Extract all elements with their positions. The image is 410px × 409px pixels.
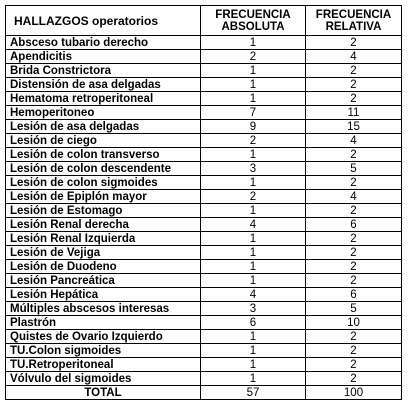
- row-frecuencia-absoluta: 7: [201, 106, 306, 120]
- table-row: [6, 162, 402, 176]
- row-hallazgo: TU.Colon sigmoides: [6, 344, 201, 358]
- row-hallazgo: Plastrón: [6, 316, 201, 330]
- row-frecuencia-relativa: 11: [306, 106, 402, 120]
- row-hallazgo: Lesión Hepática: [6, 288, 201, 302]
- row-frecuencia-relativa: 6: [306, 288, 402, 302]
- row-frecuencia-relativa: 4: [306, 134, 402, 148]
- row-frecuencia-relativa: 2: [306, 274, 402, 288]
- row-hallazgo: Lesión Pancreática: [6, 274, 201, 288]
- row-frecuencia-absoluta: 3: [201, 302, 306, 316]
- row-frecuencia-relativa: 2: [306, 358, 402, 372]
- row-hallazgo: Múltiples abscesos interesas: [6, 302, 201, 316]
- row-frecuencia-relativa: 5: [306, 162, 402, 176]
- row-hallazgo: Hemoperitoneo: [6, 106, 201, 120]
- row-hallazgo: Lesión de Vejiga: [6, 246, 201, 260]
- table-row: [6, 176, 402, 190]
- row-frecuencia-absoluta: 2: [201, 134, 306, 148]
- row-hallazgo: TU.Retroperitoneal: [6, 358, 201, 372]
- table-row: [6, 302, 402, 316]
- row-hallazgo: Brida Constrictora: [6, 64, 201, 78]
- row-frecuencia-relativa: 4: [306, 190, 402, 204]
- row-hallazgo: Lesión de ciego: [6, 134, 201, 148]
- row-frecuencia-absoluta: 1: [201, 36, 306, 50]
- row-frecuencia-relativa: 2: [306, 246, 402, 260]
- row-frecuencia-absoluta: 1: [201, 64, 306, 78]
- table-row: [6, 36, 402, 50]
- row-frecuencia-relativa: 10: [306, 316, 402, 330]
- table-row: [6, 134, 402, 148]
- row-frecuencia-absoluta: 1: [201, 232, 306, 246]
- row-hallazgo: Hematoma retroperitoneal: [6, 92, 201, 106]
- row-frecuencia-absoluta: 3: [201, 162, 306, 176]
- table-row: [6, 218, 402, 232]
- row-frecuencia-relativa: 2: [306, 344, 402, 358]
- row-frecuencia-relativa: 2: [306, 372, 402, 386]
- table-row: [6, 288, 402, 302]
- row-frecuencia-relativa: 5: [306, 302, 402, 316]
- row-hallazgo: Lesión de Estomago: [6, 204, 201, 218]
- table-row: [6, 64, 402, 78]
- table-row: [6, 246, 402, 260]
- row-hallazgo: Lesión de Duodeno: [6, 260, 201, 274]
- header-frecuencia-relativa: FRECUENCIA RELATIVA: [306, 6, 402, 36]
- row-frecuencia-relativa: 2: [306, 330, 402, 344]
- row-frecuencia-relativa: 2: [306, 64, 402, 78]
- row-frecuencia-absoluta: 1: [201, 330, 306, 344]
- row-hallazgo: Lesión de colon sigmoides: [6, 176, 201, 190]
- row-frecuencia-relativa: 2: [306, 36, 402, 50]
- table-row: [6, 78, 402, 92]
- table-row: [6, 330, 402, 344]
- table-row: [6, 316, 402, 330]
- row-frecuencia-relativa: 4: [306, 50, 402, 64]
- row-frecuencia-absoluta: 1: [201, 372, 306, 386]
- row-frecuencia-absoluta: 4: [201, 218, 306, 232]
- table-row: [6, 260, 402, 274]
- table-row: [6, 120, 402, 134]
- table-row: [6, 274, 402, 288]
- row-hallazgo: Lesión de colon descendente: [6, 162, 201, 176]
- row-frecuencia-absoluta: 1: [201, 274, 306, 288]
- row-hallazgo: Lesión de colon transverso: [6, 148, 201, 162]
- table-row: [6, 190, 402, 204]
- header-frecuencia-absoluta: FRECUENCIA ABSOLUTA: [201, 6, 306, 36]
- row-frecuencia-absoluta: 1: [201, 246, 306, 260]
- total-absoluta: 57: [201, 386, 306, 400]
- row-frecuencia-absoluta: 1: [201, 176, 306, 190]
- row-hallazgo: Lesión de asa delgadas: [6, 120, 201, 134]
- row-frecuencia-absoluta: 6: [201, 316, 306, 330]
- row-hallazgo: Lesión de Epiplón mayor: [6, 190, 201, 204]
- table-row: [6, 92, 402, 106]
- table-row: [6, 372, 402, 386]
- table-row: [6, 148, 402, 162]
- row-frecuencia-absoluta: 1: [201, 148, 306, 162]
- row-frecuencia-absoluta: 1: [201, 344, 306, 358]
- row-frecuencia-absoluta: 2: [201, 50, 306, 64]
- row-hallazgo: Absceso tubario derecho: [6, 36, 201, 50]
- table-row: [6, 344, 402, 358]
- table-row: [6, 50, 402, 64]
- table-row: [6, 358, 402, 372]
- hallazgos-table: [5, 5, 402, 400]
- row-frecuencia-absoluta: 9: [201, 120, 306, 134]
- header-row: [6, 6, 402, 36]
- total-relativa: 100: [306, 386, 402, 400]
- row-frecuencia-relativa: 2: [306, 260, 402, 274]
- row-frecuencia-relativa: 2: [306, 148, 402, 162]
- table-body: [6, 36, 402, 386]
- row-frecuencia-relativa: 6: [306, 218, 402, 232]
- row-frecuencia-relativa: 2: [306, 204, 402, 218]
- row-frecuencia-absoluta: 1: [201, 260, 306, 274]
- row-frecuencia-absoluta: 1: [201, 92, 306, 106]
- row-frecuencia-relativa: 2: [306, 176, 402, 190]
- row-frecuencia-absoluta: 1: [201, 204, 306, 218]
- row-hallazgo: Lesión Renal Izquierda: [6, 232, 201, 246]
- row-hallazgo: Apendicitis: [6, 50, 201, 64]
- total-label: TOTAL: [6, 386, 201, 400]
- header-hallazgos: HALLAZGOS operatorios: [6, 6, 201, 36]
- row-frecuencia-absoluta: 4: [201, 288, 306, 302]
- row-hallazgo: Vólvulo del sigmoides: [6, 372, 201, 386]
- row-frecuencia-relativa: 2: [306, 78, 402, 92]
- row-frecuencia-absoluta: 2: [201, 190, 306, 204]
- row-frecuencia-relativa: 2: [306, 232, 402, 246]
- table-row: [6, 204, 402, 218]
- row-hallazgo: Lesión Renal derecha: [6, 218, 201, 232]
- total-row: [6, 386, 402, 400]
- table-row: [6, 106, 402, 120]
- table-container: [5, 5, 402, 400]
- row-frecuencia-absoluta: 1: [201, 358, 306, 372]
- row-hallazgo: Quistes de Ovario Izquierdo: [6, 330, 201, 344]
- row-hallazgo: Distensión de asa delgadas: [6, 78, 201, 92]
- row-frecuencia-relativa: 15: [306, 120, 402, 134]
- row-frecuencia-relativa: 2: [306, 92, 402, 106]
- table-row: [6, 232, 402, 246]
- row-frecuencia-absoluta: 1: [201, 78, 306, 92]
